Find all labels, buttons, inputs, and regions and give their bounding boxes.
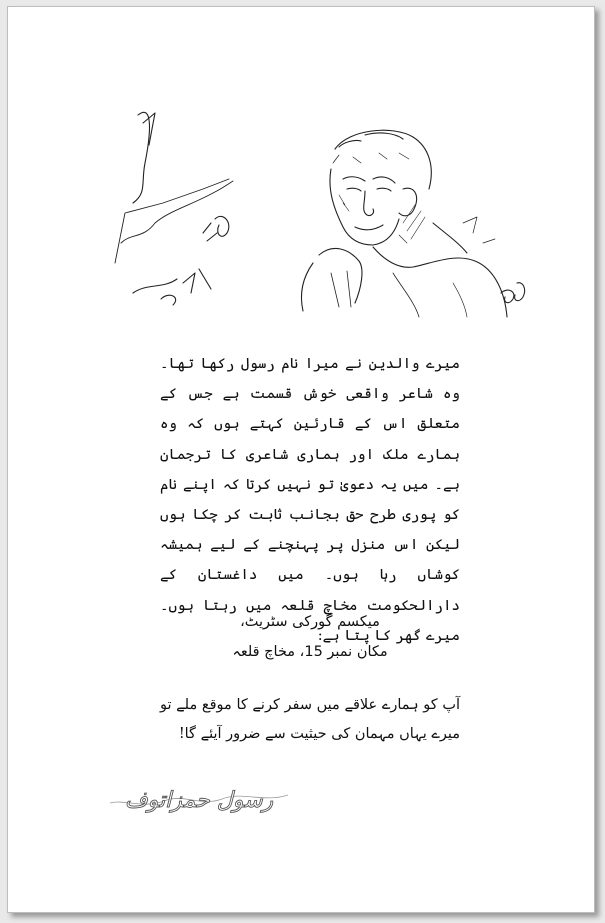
closing-paragraph: [160, 691, 460, 749]
signature-graphic: [104, 773, 294, 825]
closing-text: آپ کو ہمارے علاقے میں سفر کرنے کا موقع ملے تو میرے یہاں مہمان کی حیثیت سے ضرور آیئے گا!: [160, 697, 460, 742]
book-page: [7, 6, 595, 913]
address-house: مکان نمبر 15، مخاچ قلعہ: [232, 644, 388, 660]
signature-text: رسول حمزاتوف: [124, 788, 274, 813]
paragraph-text: میرے والدین نے میرا نام رسول رکھا تھا۔ وہ شاعر واقعی خوش قسمت ہے جس کے متعلق اس کے قارئین کہتے ہوں کہ وہ ہمارے ملک اور ہماری شاعری کا ترجمان ہے۔ میں یہ دعویٰ تو نہیں کرتا کہ اپنے نام کو پوری طرح حق بجانب ثابت کر چکا ہوں لیکن اس منزل پر پہنچنے کے لیے ہمیشہ کوشاں رہا ہوں۔ میں داغستان کے دارالحکومت مخاچ قلعہ میں رہتا ہوں۔ میرے گھر کا پتا ہے:: [160, 356, 460, 644]
intro-paragraph: [160, 349, 460, 651]
portrait-sketch: [103, 93, 543, 329]
address-block: [160, 607, 460, 667]
address-street: میکسم گورکی سٹریٹ،: [240, 614, 380, 630]
